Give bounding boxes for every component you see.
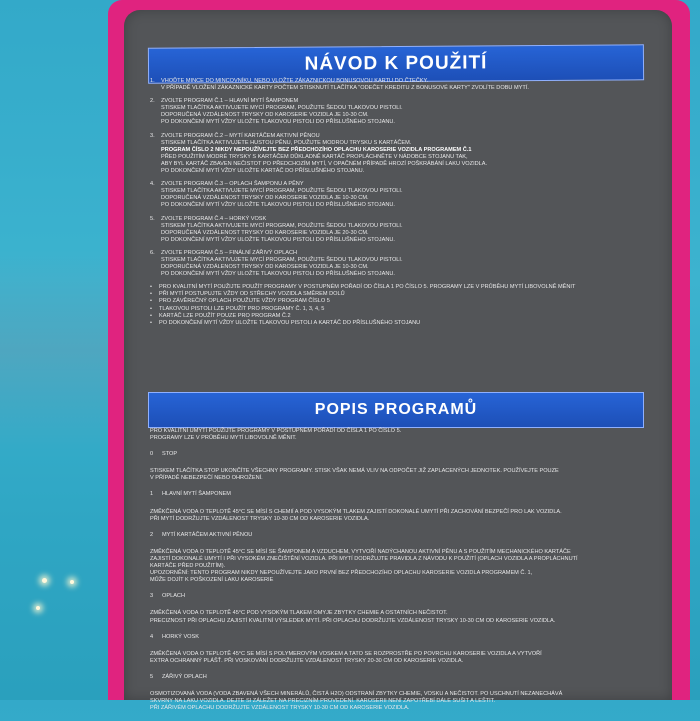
tip-item: • TLAKOVOU PISTOLI LZE POUŽÍT PRO PROGRAMY Č. 1, 3, 4, 5 bbox=[150, 306, 640, 313]
program-heading: 0 STOP bbox=[150, 451, 178, 458]
tip-item: • KARTÁČ LZE POUŽÍT POUZE PRO PROGRAM Č.2 bbox=[150, 313, 640, 320]
programs-intro: PRO KVALITNÍ UMYTÍ POUŽIJTE PROGRAMY V POSTUPNÉM POŘADÍ OD ČÍSLA 1 PO ČÍSLO 5. PROGRAMY LZE V PRŮBĚHU MYTÍ LIBOVOLNĚ MĚNIT. bbox=[150, 428, 402, 442]
program-section: 3 OPLACH ZMĚKČENÁ VODA O TEPLOTĚ 45°C POD VYSOKÝM TLAKEM OMYJE ZBYTKY CHEMIE A OSTATNÍCH NEČISTOT. PRECIZNOST PŘI OPLACHU ZAJISTÍ KVALITNÍ VÝSLEDEK MYTÍ. PŘI OPLACHU DODRŽUJTE VZDÁLENOST TRYSKY 10-30 CM OD KAROSERIE VOZIDLA. bbox=[150, 593, 640, 624]
program-heading: 1 HLAVNÍ MYTÍ ŠAMPONEM bbox=[150, 491, 231, 498]
program-section: 4 HORKÝ VOSK ZMĚKČENÁ VODA O TEPLOTĚ 45°C SE MÍSÍ S POLYMEROVÝM VOSKEM A TATO SE ROZPROSTŘE PO POVRCHU KAROSERIE VOZIDLA A VYTVOŘÍ EXTRA OCHRANNÝ PLÁŠŤ. PŘI VOSKOVÁNÍ DODRŽUJTE VZDÁLENOST TRYSKY 20-30 CM OD KAROSERIE VOZIDLA. bbox=[150, 634, 640, 665]
program-section: 2 MYTÍ KARTÁČEM AKTIVNÍ PĚNOU ZMĚKČENÁ VODA O TEPLOTĚ 45°C SE MÍSÍ SE ŠAMPONEM A VZDUCHEM, VYTVOŘÍ NADÝCHANOU AKTIVNÍ PĚNU A S POUŽITÍM MECHANICKÉHO KARTÁČE ZAJISTÍ DOKONALÉ UMYTÍ I PŘI VYSOKÉM ZNEČIŠTĚNÍ VOZIDLA. PŘI MYTÍ DODRŽUJTE PRAVIDLA Z NÁVODU K POUŽITÍ (OPLACH VOZIDLA A PROPLÁCHNUTÍ KARTÁČE PŘED POUŽITÍM). UPOZORNĚNÍ: TENTO PROGRAM NIKDY NEPOUŽÍVEJTE JAKO PRVNÍ BEZ PŘEDCHOZÍHO OPLACHU KAROSERIE VOZIDLA PROGRAMEM Č. 1, MŮŽE DOJÍT K POŠKOZENÍ LAKU KAROSERIE bbox=[150, 532, 640, 585]
program-section: 5 ZÁŘIVÝ OPLACH OSMOTIZOVANÁ VODA (VODA ZBAVENÁ VŠECH MINERÁLŮ, ČISTÁ H2O) ODSTRANÍ ZBYTKY CHEMIE, VOSKU A NEČISTOT. PO USCHNUTÍ NEZANECHÁVÁ SKVRNY NA LAKU VOZIDLA. DEJTE SI ZÁLEŽET NA PRECIZNÍM PROVEDENÍ. KAROSERII NENÍ ZAPOTŘEBÍ DÁLE SUŠIT A LEŠTIT. PŘI ZÁŘIVÉM OPLACHU DODRŽUJTE VZDÁLENOST TRYSKY 10-30 CM OD KAROSERIE VOZIDLA. bbox=[150, 674, 640, 712]
light-reflection bbox=[36, 606, 40, 610]
program-heading: 4 HORKÝ VOSK bbox=[150, 633, 199, 640]
tip-item: • PRO KVALITNÍ MYTÍ POUŽIJTE POUŽÍT PROGRAMY V POSTUPNÉM POŘADÍ OD ČÍSLA 1 PO ČÍSLO 5. PROGRAMY LZE V PRŮBĚHU MYTÍ LIBOVOLNĚ MĚNIT bbox=[150, 284, 640, 291]
instruction-item: 2. ZVOLTE PROGRAM Č.1 – HLAVNÍ MYTÍ ŠAMPONEM STISKEM TLAČÍTKA AKTIVUJETE MYCÍ PROGRAM, POUŽIJTE ŠEDOU TLAKOVOU PISTOLI. DOPORUČENÁ VZDÁLENOST TRYSKY OD KAROSERIE VOZIDLA JE 10-30 CM. PO DOKONČENÍ MYTÍ VŽDY ULOŽTE TLAKOVOU PISTOLI DO PŘÍSLUŠNÉHO STOJANU. bbox=[150, 98, 403, 126]
program-heading: 5 ZÁŘIVÝ OPLACH bbox=[150, 673, 207, 680]
warning-line: PROGRAM ČÍSLO 2 NIKDY NEPOUŽÍVEJTE BEZ PŘEDCHOZÍHO OPLACHU KAROSERIE VOZIDLA PROGRAMEM Č.1 bbox=[161, 146, 472, 153]
program-section: 1 HLAVNÍ MYTÍ ŠAMPONEM ZMĚKČENÁ VODA O TEPLOTĚ 45°C SE MÍSÍ S CHEMIÍ A POD VYSOKÝM TLAKEM ZAJISTÍ DOKONALÉ UMYTÍ PŘI ZACHOVÁNÍ BEZPEČÍ PRO LAK VOZIDLA. PŘI MYTÍ DODRŽUJTE VZDÁLENOST TRYSKY 10-30 CM OD KAROSERIE VOZIDLA. bbox=[150, 491, 640, 522]
glass-reflection bbox=[0, 250, 110, 450]
tip-item: • PRO ZÁVĚREČNÝ OPLACH POUŽIJTE VŽDY PROGRAM ČÍSLO 5 bbox=[150, 298, 640, 305]
tip-item: • PŘI MYTÍ POSTUPUJTE VŽDY OD STŘECHY VOZIDLA SMĚREM DOLŮ bbox=[150, 291, 640, 298]
tip-item: • PO DOKONČENÍ MYTÍ VŽDY ULOŽTE TLAKOVOU PISTOLI A KARTÁČ DO PŘÍSLUŠNÉHO STOJANU bbox=[150, 320, 640, 327]
programs-title-banner bbox=[148, 392, 644, 428]
programs-description bbox=[150, 428, 640, 721]
light-reflection bbox=[70, 580, 74, 584]
instruction-item: 4. ZVOLTE PROGRAM Č.3 – OPLACH ŠAMPONU A PĚNY STISKEM TLAČÍTKA AKTIVUJETE MYCÍ PROGRAM, POUŽIJTE ŠEDOU TLAKOVOU PISTOLI. DOPORUČENÁ VZDÁLENOST TRYSKY OD KAROSERIE VOZIDLA JE 10-30 CM. PO DOKONČENÍ MYTÍ VŽDY ULOŽTE TLAKOVOU PISTOLI DO PŘÍSLUŠNÉHO STOJANU. bbox=[150, 181, 403, 209]
program-heading: 2 MYTÍ KARTÁČEM AKTIVNÍ PĚNOU bbox=[150, 531, 253, 538]
program-heading: 3 OPLACH bbox=[150, 593, 186, 600]
instruction-item: 5. ZVOLTE PROGRAM Č.4 – HORKÝ VOSK STISKEM TLAČÍTKA AKTIVUJETE MYCÍ PROGRAM, POUŽIJTE ŠEDOU TLAKOVOU PISTOLI. DOPORUČENÁ VZDÁLENOST TRYSKY OD KAROSERIE VOZIDLA JE 20-30 CM. PO DOKONČENÍ MYTÍ VŽDY ULOŽTE TLAKOVOU PISTOLI DO PŘÍSLUŠNÉHO STOJANU. bbox=[150, 215, 403, 243]
tips-list bbox=[150, 284, 640, 327]
program-section: 0 STOP STISKEM TLAČÍTKA STOP UKONČÍTE VŠECHNY PROGRAMY. STISK VŠAK NEMÁ VLIV NA ODPOČET JIŽ ZAPLACENÝCH JEDNOTEK. POUŽÍVEJTE POUZE V PŘÍPADĚ NEBEZPEČÍ NEBO OHROŽENÍ. bbox=[150, 451, 640, 482]
instructions-title: NÁVOD K POUŽITÍ bbox=[304, 52, 488, 75]
light-reflection bbox=[42, 578, 47, 583]
instructions-list bbox=[150, 78, 640, 327]
programs-title: POPIS PROGRAMŮ bbox=[314, 401, 478, 418]
instruction-item: 6. ZVOLTE PROGRAM Č.5 – FINÁLNÍ ZÁŘIVÝ OPLACH STISKEM TLAČÍTKA AKTIVUJETE MYCÍ PROGRAM, POUŽIJTE ŠEDOU TLAKOVOU PISTOLI. DOPORUČENÁ VZDÁLENOST TRYSKY OD KAROSERIE VOZIDLA JE 10-30 CM. PO DOKONČENÍ MYTÍ VŽDY ULOŽTE TLAKOVOU PISTOLI DO PŘÍSLUŠNÉHO STOJANU. bbox=[150, 249, 403, 278]
instruction-item: 1. VHOĎTE MINCE DO MINCOVNÍKU, NEBO VLOŽTE ZÁKAZNICKOU BONUSOVOU KARTU DO ČTEČKY. V PŘÍPADĚ VLOŽENÍ ZÁKAZNICKÉ KARTY POČTEM STISKNUTÍ TLAČÍTKA "ODEČET KREDITU Z BONUSOVÉ KARTY" ZVOLÍTE DOBU MYTÍ. bbox=[150, 78, 529, 92]
instruction-item: 3. ZVOLTE PROGRAM Č.2 – MYTÍ KARTÁČEM AKTIVNÍ PĚNOU STISKEM TLAČÍTKA AKTIVUJETE HUSTOU PĚNU, POUŽIJTE MODROU TRYSKU S KARTÁČEM. PROGRAM ČÍSLO 2 NIKDY NEPOUŽÍVEJTE BEZ PŘEDCHOZÍHO OPLACHU KAROSERIE VOZIDLA PROGRAMEM Č.1 PŘED POUŽITÍM MODRÉ TRYSKY S KARTÁČEM DŮKLADNĚ KARTÁČ PROPLÁCHNĚTE V NÁDOBCE STOJANU TAK, ABY BYL KARTÁČ ZBAVEN NEČISTOT PO PŘEDCHOZÍM MYTÍ, V OPAČNÉM PŘÍPADĚ HROZÍ POŠKRÁBÁNÍ LAKU VOZIDLA. PO DOKONČENÍ MYTÍ VŽDY ULOŽTE KARTÁČ DO PŘÍSLUŠNÉHO STOJANU. bbox=[150, 133, 640, 176]
